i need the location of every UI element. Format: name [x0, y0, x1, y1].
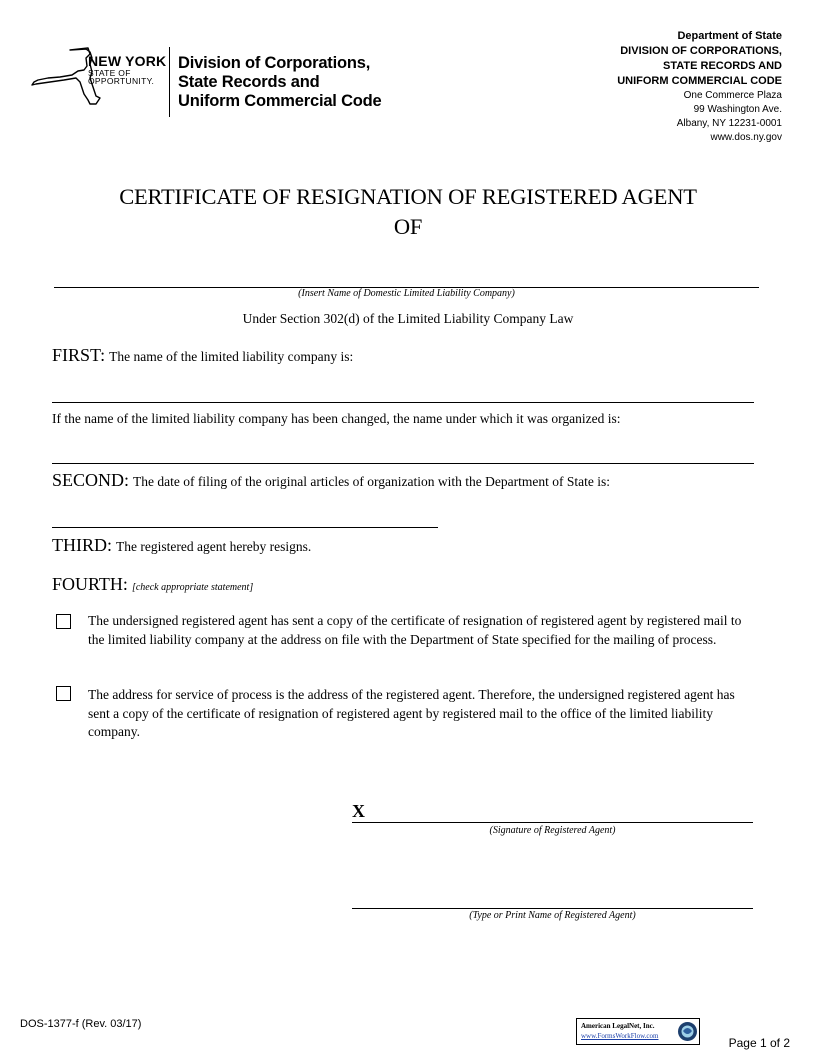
legalnet-badge[interactable]: [576, 1018, 700, 1045]
badge-globe-icon: [677, 1021, 698, 1042]
option1-text: The undersigned registered agent has sent a copy of the certificate of resignation of registered agent by registered mail to the limited liability company at the address on file with the Department of State specified for the mailing of process.: [88, 613, 742, 647]
print-name-line[interactable]: [352, 908, 753, 909]
address-dept: Department of State: [677, 30, 782, 42]
original-name-entry-line[interactable]: [52, 463, 754, 464]
fourth-section: [52, 574, 253, 595]
third-text: The registered agent hereby resigns.: [116, 539, 312, 554]
address-div2: STATE RECORDS AND: [663, 60, 782, 72]
division-name-line2: State Records and: [178, 73, 320, 91]
second-text: The date of filing of the original articles of organization with the Department of State is:: [133, 474, 610, 489]
division-name-line1: Division of Corporations,: [178, 54, 371, 72]
second-label: SECOND:: [52, 470, 130, 490]
logo-divider: [169, 47, 170, 117]
second-section: [52, 470, 610, 491]
option1-checkbox[interactable]: [56, 614, 71, 629]
first-label: FIRST:: [52, 345, 106, 365]
division-name-line3: Uniform Commercial Code: [178, 92, 382, 110]
company-name-caption: (Insert Name of Domestic Limited Liability Company): [298, 288, 515, 299]
changed-name-text: If the name of the limited liability company has been changed, the name under which it was organized is:: [52, 411, 621, 426]
logo-opportunity: OPPORTUNITY.: [88, 76, 155, 86]
first-text: The name of the limited liability company is:: [109, 349, 354, 364]
address-website-link[interactable]: www.dos.ny.gov: [710, 132, 782, 143]
badge-name: American LegalNet, Inc.: [581, 1022, 655, 1030]
signature-x-mark: X: [352, 801, 365, 821]
page-number: Page 1 of 2: [728, 1036, 790, 1050]
fourth-note: [check appropriate statement]: [131, 582, 254, 593]
page-title-of: OF: [393, 214, 423, 239]
address-street1: One Commerce Plaza: [683, 90, 782, 101]
address-street2: 99 Washington Ave.: [693, 104, 782, 115]
address-div1: DIVISION OF CORPORATIONS,: [620, 45, 782, 57]
address-city: Albany, NY 12231-0001: [676, 118, 782, 129]
page-title: CERTIFICATE OF RESIGNATION OF REGISTERED AGENT: [119, 184, 697, 209]
law-reference: Under Section 302(d) of the Limited Liability Company Law: [242, 311, 574, 326]
third-section: [52, 535, 311, 556]
print-name-caption: (Type or Print Name of Registered Agent): [469, 910, 636, 921]
option2-text: The address for service of process is the address of the registered agent. Therefore, the undersigned registered agent has sent a copy of the certificate of resignation of registered agent by registered mail to the office of the limited liability company.: [88, 687, 735, 739]
address-div3: UNIFORM COMMERCIAL CODE: [617, 75, 782, 87]
signature-caption: (Signature of Registered Agent): [489, 825, 616, 836]
badge-url[interactable]: www.FormsWorkFlow.com: [581, 1032, 659, 1040]
third-label: THIRD:: [52, 535, 112, 555]
signature-line[interactable]: [352, 822, 753, 823]
first-section: [52, 345, 353, 366]
option2-checkbox[interactable]: [56, 686, 71, 701]
filing-date-entry-line[interactable]: [52, 527, 438, 528]
fourth-label: FOURTH:: [52, 574, 128, 594]
logo-state-of: STATE OF: [88, 68, 131, 78]
form-id: DOS-1377-f (Rev. 03/17): [20, 1018, 142, 1030]
logo-new-york: NEW YORK: [88, 53, 167, 69]
company-name-entry-line[interactable]: [52, 402, 754, 403]
